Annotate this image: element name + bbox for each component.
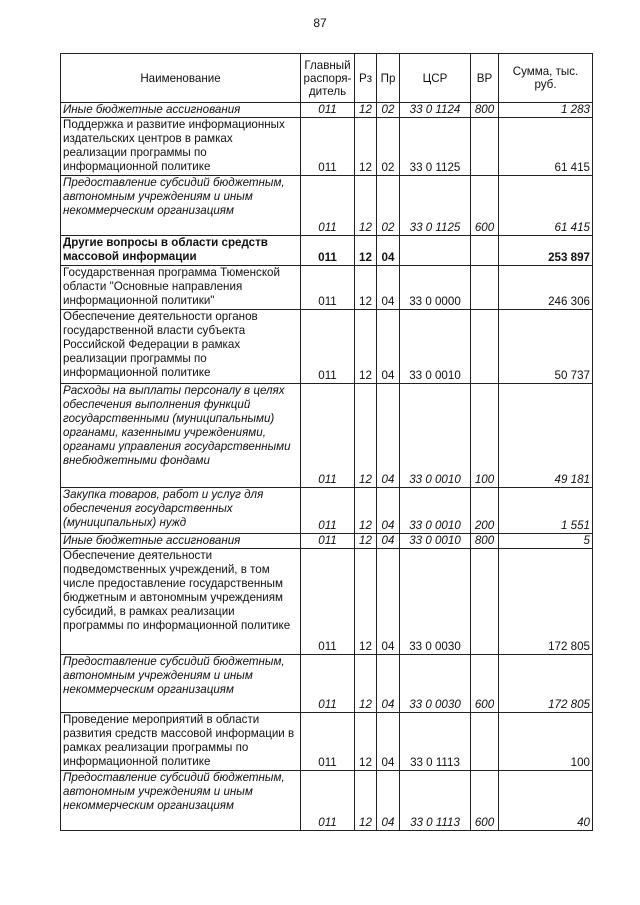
row-sum: 172 805 — [499, 549, 593, 655]
header-vr: ВР — [471, 54, 499, 103]
row-sum: 40 — [499, 771, 593, 831]
table-row — [61, 384, 593, 488]
row-name: Иные бюджетные ассигнования — [61, 534, 301, 549]
table-row — [61, 534, 593, 549]
row-csr: 33 0 1125 — [400, 176, 471, 236]
header-main-manager: Главный распоря-дитель — [301, 54, 355, 103]
row-csr: 33 0 0010 — [400, 488, 471, 534]
page-number: 87 — [313, 16, 327, 30]
row-sum: 61 415 — [499, 118, 593, 176]
table-row — [61, 236, 593, 266]
row-csr: 33 0 0030 — [400, 655, 471, 713]
row-vr — [471, 549, 499, 655]
row-main-manager: 011 — [301, 549, 355, 655]
row-pr: 04 — [377, 534, 400, 549]
row-main-manager: 011 — [301, 266, 355, 310]
row-name: Государственная программа Тюменской области "Основные направления информационной политики" — [61, 266, 301, 310]
table-row — [61, 713, 593, 771]
row-main-manager: 011 — [301, 384, 355, 488]
row-rz: 12 — [355, 176, 377, 236]
row-main-manager: 011 — [301, 534, 355, 549]
header-name: Наименование — [61, 54, 301, 103]
row-csr: 33 0 0030 — [400, 549, 471, 655]
row-rz: 12 — [355, 549, 377, 655]
table-row — [61, 176, 593, 236]
row-pr: 04 — [377, 236, 400, 266]
table-row — [61, 266, 593, 310]
row-vr: 800 — [471, 534, 499, 549]
row-csr: 33 0 1124 — [400, 103, 471, 118]
row-name: Другие вопросы в области средств массовой информации — [61, 236, 301, 266]
row-rz: 12 — [355, 310, 377, 384]
row-rz: 12 — [355, 713, 377, 771]
row-sum: 61 415 — [499, 176, 593, 236]
row-sum: 253 897 — [499, 236, 593, 266]
row-vr — [471, 236, 499, 266]
row-vr: 200 — [471, 488, 499, 534]
row-vr — [471, 266, 499, 310]
header-pr: Пр — [377, 54, 400, 103]
row-main-manager: 011 — [301, 655, 355, 713]
row-name: Закупка товаров, работ и услуг для обеспечения государственных (муниципальных) нужд — [61, 488, 301, 534]
row-name: Обеспечение деятельности подведомственных учреждений, в том числе предоставление государственным бюджетным и автономным учреждениям субсидий, в рамках реализации программы по информационной политике — [61, 549, 301, 655]
row-rz: 12 — [355, 655, 377, 713]
row-main-manager: 011 — [301, 771, 355, 831]
header-csr: ЦСР — [400, 54, 471, 103]
row-vr: 100 — [471, 384, 499, 488]
row-pr: 04 — [377, 384, 400, 488]
row-name: Проведение мероприятий в области развития средств массовой информации в рамках реализации программы по информационной политике — [61, 713, 301, 771]
table-row — [61, 771, 593, 831]
row-rz: 12 — [355, 488, 377, 534]
budget-table — [60, 53, 593, 831]
row-sum: 5 — [499, 534, 593, 549]
row-sum: 172 805 — [499, 655, 593, 713]
row-sum: 1 551 — [499, 488, 593, 534]
row-main-manager: 011 — [301, 176, 355, 236]
row-vr — [471, 310, 499, 384]
row-csr: 33 0 1125 — [400, 118, 471, 176]
row-csr — [400, 236, 471, 266]
row-name: Предоставление субсидий бюджетным, автономным учреждениям и иным некоммерческим организациям — [61, 655, 301, 713]
header-rz: Рз — [355, 54, 377, 103]
table-row — [61, 103, 593, 118]
row-main-manager: 011 — [301, 118, 355, 176]
table-row — [61, 488, 593, 534]
row-sum: 49 181 — [499, 384, 593, 488]
row-main-manager: 011 — [301, 488, 355, 534]
row-name: Обеспечение деятельности органов государственной власти субъекта Российской Федерации в рамках реализации программы по информационной политике — [61, 310, 301, 384]
row-pr: 04 — [377, 771, 400, 831]
row-rz: 12 — [355, 103, 377, 118]
row-name: Предоставление субсидий бюджетным, автономным учреждениям и иным некоммерческим организациям — [61, 176, 301, 236]
row-pr: 02 — [377, 118, 400, 176]
row-main-manager: 011 — [301, 236, 355, 266]
row-vr: 800 — [471, 103, 499, 118]
row-name: Расходы на выплаты персоналу в целях обеспечения выполнения функций государственными (муниципальными) органами, казенными учреждениями, органами управления государственными внебюджетными фондами — [61, 384, 301, 488]
row-csr: 33 0 0000 — [400, 266, 471, 310]
row-csr: 33 0 0010 — [400, 310, 471, 384]
table-row — [61, 655, 593, 713]
row-name: Поддержка и развитие информационных издательских центров в рамках реализации программы по информационной политике — [61, 118, 301, 176]
row-name: Предоставление субсидий бюджетным, автономным учреждениям и иным некоммерческим организациям — [61, 771, 301, 831]
row-pr: 04 — [377, 310, 400, 384]
row-sum: 246 306 — [499, 266, 593, 310]
row-pr: 04 — [377, 266, 400, 310]
row-pr: 04 — [377, 713, 400, 771]
header-row — [61, 54, 593, 103]
row-csr: 33 0 0010 — [400, 534, 471, 549]
row-rz: 12 — [355, 534, 377, 549]
row-main-manager: 011 — [301, 310, 355, 384]
row-main-manager: 011 — [301, 103, 355, 118]
row-rz: 12 — [355, 384, 377, 488]
row-sum: 50 737 — [499, 310, 593, 384]
row-vr: 600 — [471, 655, 499, 713]
row-rz: 12 — [355, 236, 377, 266]
table-row — [61, 549, 593, 655]
header-sum: Сумма, тыс. руб. — [499, 54, 593, 103]
row-csr: 33 0 1113 — [400, 713, 471, 771]
row-pr: 04 — [377, 655, 400, 713]
row-vr: 600 — [471, 771, 499, 831]
row-pr: 02 — [377, 176, 400, 236]
row-sum: 1 283 — [499, 103, 593, 118]
row-vr — [471, 118, 499, 176]
row-pr: 04 — [377, 488, 400, 534]
row-pr: 04 — [377, 549, 400, 655]
row-csr: 33 0 1113 — [400, 771, 471, 831]
row-csr: 33 0 0010 — [400, 384, 471, 488]
row-main-manager: 011 — [301, 713, 355, 771]
table-row — [61, 118, 593, 176]
row-rz: 12 — [355, 266, 377, 310]
row-name: Иные бюджетные ассигнования — [61, 103, 301, 118]
row-rz: 12 — [355, 118, 377, 176]
row-vr: 600 — [471, 176, 499, 236]
table-row — [61, 310, 593, 384]
row-pr: 02 — [377, 103, 400, 118]
row-vr — [471, 713, 499, 771]
row-sum: 100 — [499, 713, 593, 771]
row-rz: 12 — [355, 771, 377, 831]
